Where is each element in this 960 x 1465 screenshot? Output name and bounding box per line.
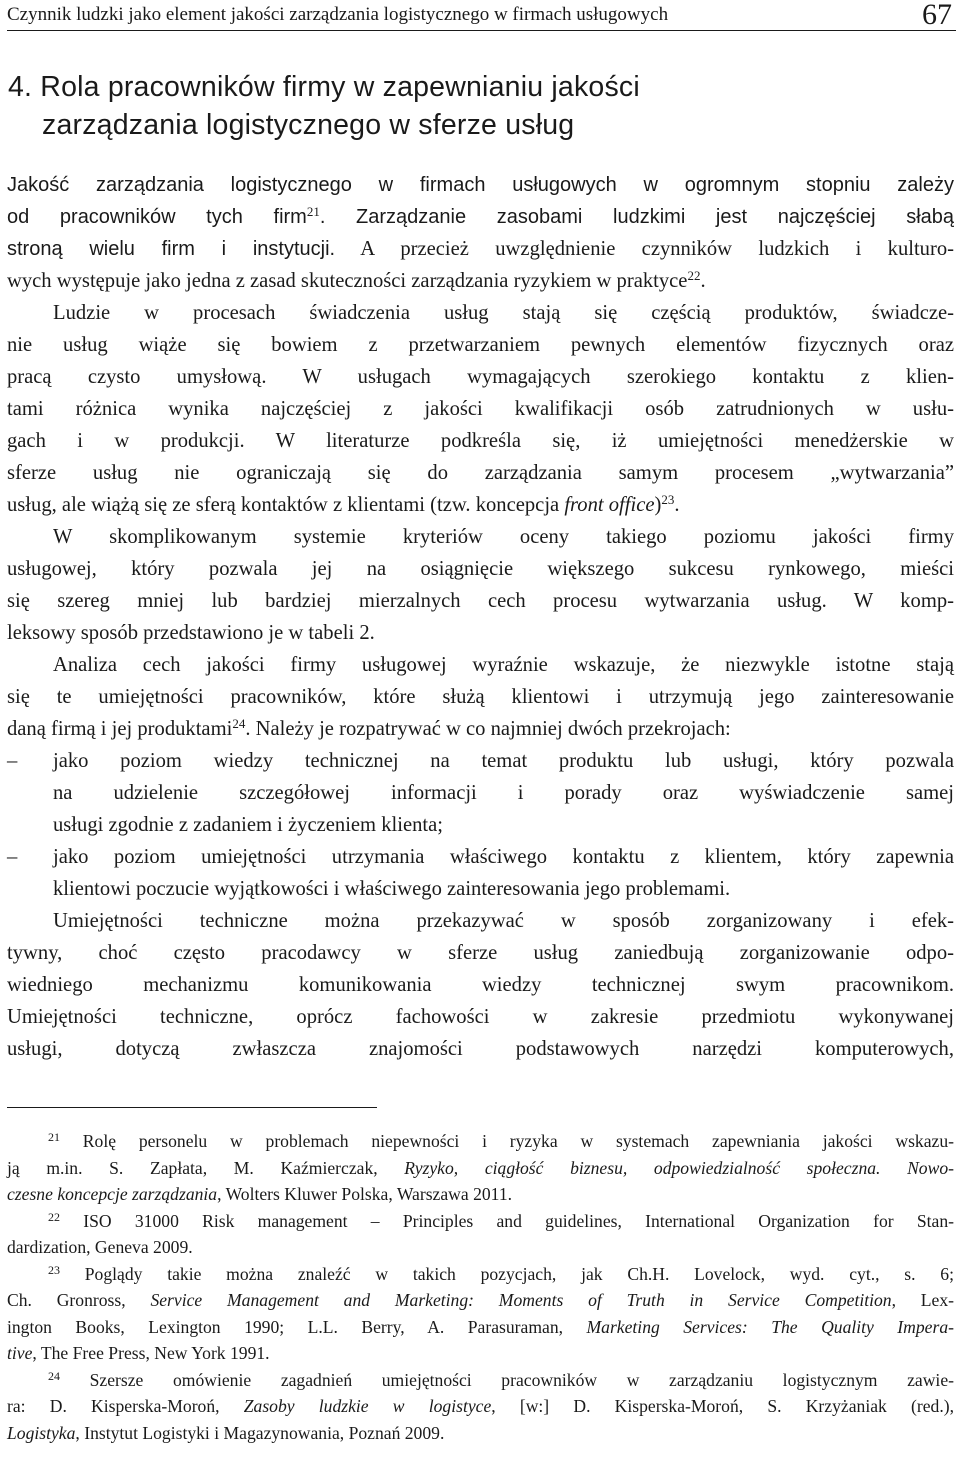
text-line: nie usług wiąże się bowiem z przetwarzaniem pewnych elementów fizycznych oraz [7, 334, 954, 356]
text-line: daną firmą i jej produktami$^{24}$. Należy je rozpatrywać w co najmniej dwóch przekrojach: [7, 716, 731, 740]
text-line: usług, ale wiążą się ze sferą kontaktów z klientami (tzw. koncepcja front office)$^{23}$. [7, 492, 680, 516]
text-line: Umiejętności techniczne, oprócz fachowości w zakresie przedmiotu wykonywanej [7, 1006, 954, 1028]
running-head [7, 2, 956, 31]
text-line: się szereg mniej lub bardziej mierzalnych cech procesu wytwarzania usług. W komp- [7, 590, 954, 612]
text-line: usługi, dotyczą zwłaszcza znajomości podstawowych narzędzi komputerowych, [7, 1038, 954, 1060]
text-line: wych występuje jako jedna z zasad skuteczności zarządzania ryzykiem w praktyce$^{22}$. [7, 268, 706, 292]
section-heading [8, 68, 948, 144]
list-item: – jako poziom wiedzy technicznej na temat produktu lub usługi, który pozwala [7, 745, 954, 777]
footnote-line: tive, The Free Press, New York 1991. [7, 1343, 270, 1363]
footnote-line: dardization, Geneva 2009. [7, 1237, 193, 1257]
footnote-ref-24[interactable]: 24 [232, 716, 246, 731]
footnote-line: Ch. Gronross, Service Management and Marketing: Moments of Truth in Service Competition, Lex- [7, 1290, 955, 1310]
footnote-line: ją m.in. S. Zapłata, M. Kaźmierczak, Ryzyko, ciągłość biznesu, odpowiedzialność społeczna. Nowo- [7, 1157, 954, 1178]
footnote-21: $^{21}$ Rolę personelu w problemach niepewności i ryzyka w systemach zapewniania jakości wskazu- [48, 1130, 954, 1151]
text-line: sferze usług nie ograniczają się do zarządzania samym procesem „wytwarzania” [7, 462, 954, 484]
section-heading-line-2: zarządzania logistycznego w sferze usług [42, 109, 575, 141]
text-line: Umiejętności techniczne można przekazywać w sposób zorganizowany i efek- [53, 910, 954, 932]
text-line: Jakość zarządzania logistycznego w firmach usługowych w ogromnym stopniu zależy [7, 174, 954, 196]
footnote-ref-21[interactable]: 21 [306, 204, 320, 219]
running-head-title: Czynnik ludzki jako element jakości zarządzania logistycznego w firmach usługowych [7, 4, 669, 25]
text-line: Analiza cech jakości firmy usługowej wyraźnie wskazuje, że niezwykle istotne stają [53, 654, 954, 676]
text-line: Ludzie w procesach świadczenia usług stają się częścią produktów, świadcze- [53, 302, 954, 324]
page-number: 67 [922, 0, 952, 31]
dash-bullet: – [7, 750, 18, 772]
footnote-ref-22[interactable]: 22 [687, 268, 701, 283]
dash-bullet: – [7, 846, 18, 868]
text-line: pracą czysto umysłową. W usługach wymagających szerokiego kontaktu z klien- [7, 366, 955, 388]
section-heading-line-1: 4. Rola pracowników firmy w zapewnianiu jakości [8, 71, 640, 103]
text-line: wiedniego mechanizmu komunikowania wiedzy technicznej swym pracownikom. [7, 974, 954, 996]
footnote-24: $^{24}$ Szersze omówienie zagadnień umiejętności pracowników w zarządzaniu logistycznym zawie- [48, 1368, 954, 1390]
text-line: się te umiejętności pracowników, które służą klientowi i utrzymują jego zainteresowanie [7, 686, 954, 708]
footnote-separator [7, 1107, 377, 1108]
text-line: na udzielenie szczegółowej informacji i porady oraz wyświadczenie samej [53, 782, 954, 804]
text-line: tami różnica wynika najczęściej z jakości kwalifikacji osób zatrudnionych w usłu- [7, 398, 954, 420]
footnotes [7, 1128, 954, 1446]
footnote-ref-23[interactable]: 23 [661, 492, 675, 507]
text-line: W skomplikowanym systemie kryteriów oceny takiego poziomu jakości firmy [53, 526, 954, 548]
footnote-22: $^{22}$ ISO 31000 Risk management – Principles and guidelines, International Organization for Stan- [48, 1209, 954, 1231]
body-text [7, 169, 954, 1065]
footnote-23: $^{23}$ Poglądy takie można znaleźć w takich pozycjach, jak Ch.H. Lovelock, wyd. cyt., s. 6; [48, 1262, 954, 1284]
footnote-line: czesne koncepcje zarządzania, Wolters Kluwer Polska, Warszawa 2011. [7, 1184, 513, 1204]
footnote-line: ington Books, Lexington 1990; L.L. Berry, A. Parasuraman, Marketing Services: The Quality Impera- [7, 1316, 954, 1337]
text-line: klientowi poczucie wyjątkowości i właściwego zainteresowania jego problemami. [53, 878, 731, 900]
text-line: gach i w produkcji. W literaturze podkreśla się, iż umiejętności menedżerskie w [7, 430, 954, 452]
text-line: od pracowników tych firm$^{21}$. Zarządzanie zasobami ludzkimi jest najczęściej słabą [7, 204, 955, 228]
footnote-line: Logistyka, Instytut Logistyki i Magazynowania, Poznań 2009. [7, 1422, 445, 1443]
text-line: tywny, choć często pracodawcy w sferze usług zaniedbują zorganizowanie odpo- [7, 942, 954, 964]
text-line: leksowy sposób przedstawiono je w tabeli 2. [7, 622, 375, 644]
text-line: usługowej, który pozwala jej na osiągnięcie większego sukcesu rynkowego, mieści [7, 558, 954, 580]
text-line: usługi zgodnie z zadaniem i życzeniem klienta; [53, 814, 443, 836]
text-line: stroną wielu firm i instytucji. A przecież uwzględnienie czynników ludzkich i kulturo- [7, 238, 954, 260]
list-item: – jako poziom umiejętności utrzymania właściwego kontaktu z klientem, który zapewnia [7, 841, 954, 873]
footnote-line: ra: D. Kisperska-Moroń, Zasoby ludzkie w logistyce, [w:] D. Kisperska-Moroń, S. Krzyżaniak (red.), [7, 1396, 954, 1416]
